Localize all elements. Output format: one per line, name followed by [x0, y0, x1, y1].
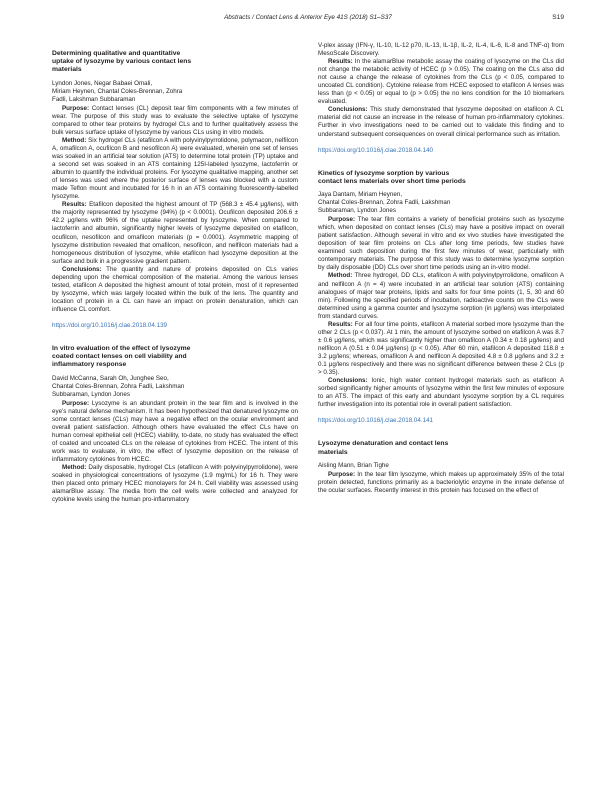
article-4-purpose: Purpose: In the tear film lysozyme, which makes up approximately 35% of the total protein detected, functions primarily as a bacteriolytic enzyme in the innate defense of the ocular surfaces. Recently interest in this protein has focused on the effect of — [318, 470, 564, 494]
article-2-results: Results: In the alamarBlue metabolic assay the coating of lysozyme on the CLs did not change the metabolic activity of HCEC (p > 0.05). The coating on the CLs also did not cause a change the release of cytokines from the CLs (p < 0.05, compared to uncoated CL condition). Cytokine release from HCEC exposed to etafilcon A lenses was less than (p < 0.05) or equal to (p > 0.05) the no lens condition for the 10 biomarkers evaluated. — [318, 58, 564, 106]
page-number: S19 — [552, 14, 564, 21]
left-column — [52, 50, 298, 504]
article-3-conclusions: Conclusions: Ionic, high water content hydrogel materials such as etafilcon A sorbed significantly higher amounts of lysozyme within the first few minutes of exposure to an ATS. The impact of this early and abundant lysozyme sorption by a CL requires further investigation into its potential role in overall patient satisfaction. — [318, 377, 564, 409]
article-1-conclusions: Conclusions: The quantity and nature of proteins deposited on CLs varies depending upon the chemical composition of the material. Among the various lenses tested, etafilcon A deposited the highest amount of total protein, most of it represented by lysozyme, which was largely located within the bulk of the lens. The quantity and location of protein in a CL can have an impact on protein denaturation, which can influence CL comfort. — [52, 265, 298, 313]
article-1-title: Determining qualitative and quantitative uptake of lysozyme by various contact lens materials — [52, 50, 192, 74]
journal-citation: Abstracts / Contact Lens & Anterior Eye 41S (2018) S1–S37 — [224, 14, 392, 21]
article-2-method-continued: V-plex assay (IFN-γ, IL-10, IL-12 p70, IL-13, IL-1β, IL-2, IL-4, IL-6, IL-8 and TNF-α) from MesoScale Discovery. — [318, 42, 564, 58]
article-1-authors: Lyndon Jones, Negar Babaei Omali, Miriam Heynen, Chantal Coles-Brennan, Zohra Fadli, Lakshman Subbaraman — [52, 79, 183, 103]
article-1-purpose: Purpose: Contact lenses (CL) deposit tear film components with a few minutes of wear. The purpose of this study was to evaluate the selective uptake of lysozyme compared to other tear proteins by hydrogel CLs and to further qualitatively assess the bulk versus surface uptake of lysozyme by various CLs using in vitro models. — [52, 104, 298, 136]
article-1-method: Method: Six hydrogel CLs (etafilcon A with polyvinylpyrrolidone, polymacon, nelfilcon A, omafilcon A, ocufilcon B and nesofilcon A) were evaluated, wherein one set of lenses was soaked in an artificial tear solution (ATS) to determine total protein (TP) uptake and a second set was soaked in an ATS containing 125I-labeled lysozyme, lactoferrin or albumin to quantify the individual proteins. For lysozyme qualitative mapping, another set of lenses was used where the posterior surface of lenses was blocked with a custom made Teflon mount and incubated for 16 h in an ATS containing fluorescently-labelled lysozyme. — [52, 136, 298, 201]
article-2-title: In vitro evaluation of the effect of lysozyme coated contact lenses on cell viability and inflammatory response — [52, 345, 191, 369]
page-header — [52, 14, 564, 26]
article-4-title: Lysozyme denaturation and contact lens materials — [318, 440, 449, 456]
right-column — [318, 42, 564, 495]
article-3-results: Results: For all four time points, etafilcon A material sorbed more lysozyme than the other 2 CLs (p < 0.037). At 1 min, the amount of lysozyme sorbed on etafilcon A was 8.7 ± 0.6 μg/lens, which was significantly higher than omafilcon A (0.34 ± 0.18 μg/lens) and nelfilcon A (0.51 ± 0.04 μg/lens) (p < 0.05). After 60 min, etafilcon A deposited 118.8 ± 3.2 μg/lens; whereas, omafilcon A and nelfilcon A deposited 4.8 ± 0.8 μg/lens and 3.2 ± 0.1 μg/lens respectively and there was no significant difference between these 2 CLs (p > 0.35). — [318, 320, 564, 377]
article-3-authors: Jaya Dantam, Miriam Heynen, Chantal Coles-Brennan, Zohra Fadli, Lakshman Subbaraman, Lyndon Jones — [318, 191, 451, 215]
article-1-results: Results: Etafilcon deposited the highest amount of TP (568.3 ± 45.4 μg/lens), with the majority represented by lysozyme (94%) (p < 0.0001). Ocufilcon deposited 206.6 ± 42.2 μg/lens with 96% of the uptake represented by lysozyme. When compared to lactoferrin and albumin, significantly higher levels of lysozyme deposited on etafilcon, ocufilcon, nesofilcon and omafilcon materials (p = 0.0001). Asymmetric mapping of lysozyme distribution revealed that omafilcon, nesofilcon, and nelfilcon materials had a homogeneous distribution of lysozyme, while etafilcon had lysozyme deposition at the surface and bulk in a progressive gradient pattern. — [52, 201, 298, 265]
article-4-authors: Aisling Mann, Brian Tighe — [318, 461, 389, 469]
article-2-authors: David McCanna, Sarah Oh, Junghee Seo, Chantal Coles-Brennan, Zohra Fadli, Lakshman Subbaraman, Lyndon Jones — [52, 374, 185, 398]
article-2-method: Method: Daily disposable, hydrogel CLs (etafilcon A with polyvinylpyrrolidone), were soaked in physiological concentrations of lysozyme (1.9 mg/mL) for 16 h. They were then placed onto primary HCEC monolayers for 24 h. Cell viability was assessed using alamarBlue assay. The media from the cell wells were collected and analyzed for cytokine levels using the human pro-inflammatory — [52, 464, 298, 504]
article-3-purpose: Purpose: The tear film contains a variety of beneficial proteins such as lysozyme which, when deposited on contact lenses (CLs) may have a positive impact on overall patient satisfaction. Although several in vitro and ex vivo studies have investigated the deposition of tear film proteins on CLs after long time periods, few studies have examined such deposition during the first few minutes of wear, particularly with contemporary materials. The purpose of this study was to determine lysozyme sorption by daily disposable (DD) CLs over short time periods using an in-vitro model. — [318, 216, 565, 272]
article-3-method: Method: Three hydrogel, DD CLs, etafilcon A with polyvinylpyrrolidone, omafilcon A and nelfilcon A (n = 4) were incubated in an artificial tear solution (ATS) containing analogues of major tear proteins, lipids and salts for four time points (1, 5, 30 and 60 min). Following the specified periods of incubation, radioactive counts on the CLs were determined using a gamma counter and lysozyme sorption (in μg/lens) was interpolated from standard curves. — [318, 272, 564, 320]
article-3-title: Kinetics of lysozyme sorption by various contact lens materials over short time periods — [318, 169, 466, 185]
article-2-doi-link[interactable]: https://doi.org/10.1016/j.clae.2018.04.140 — [318, 146, 434, 154]
article-2-purpose: Purpose: Lysozyme is an abundant protein in the tear film and is involved in the eye's natural defense mechanism. It has been hypothesized that denatured lysozyme on some contact lenses (CLs) may have a negative effect on the ocular environment and overall patient satisfaction. Although others have evaluated the effect CLs have on human corneal epithelial cell (HCEC) viability, to-date, no study has evaluated the effect of coated and uncoated CLs on the release of cytokines from HCEC. The intent of this work was to evaluate, in vitro, the effect of lysozyme deposition on the release of inflammatory cytokines from HCEC. — [52, 399, 298, 464]
article-3-doi-link[interactable]: https://doi.org/10.1016/j.clae.2018.04.141 — [318, 417, 434, 425]
article-1-doi-link[interactable]: https://doi.org/10.1016/j.clae.2018.04.139 — [52, 321, 168, 329]
article-2-conclusions: Conclusions: This study demonstrated that lysozyme deposited on etafilcon A CL material did not cause an increase in the release of human pro-inflammatory cytokines. Further in vivo investigations need to be carried out to validate this finding and to understand subsequent consequences on overall clinical performance such as irritation. — [318, 106, 564, 138]
